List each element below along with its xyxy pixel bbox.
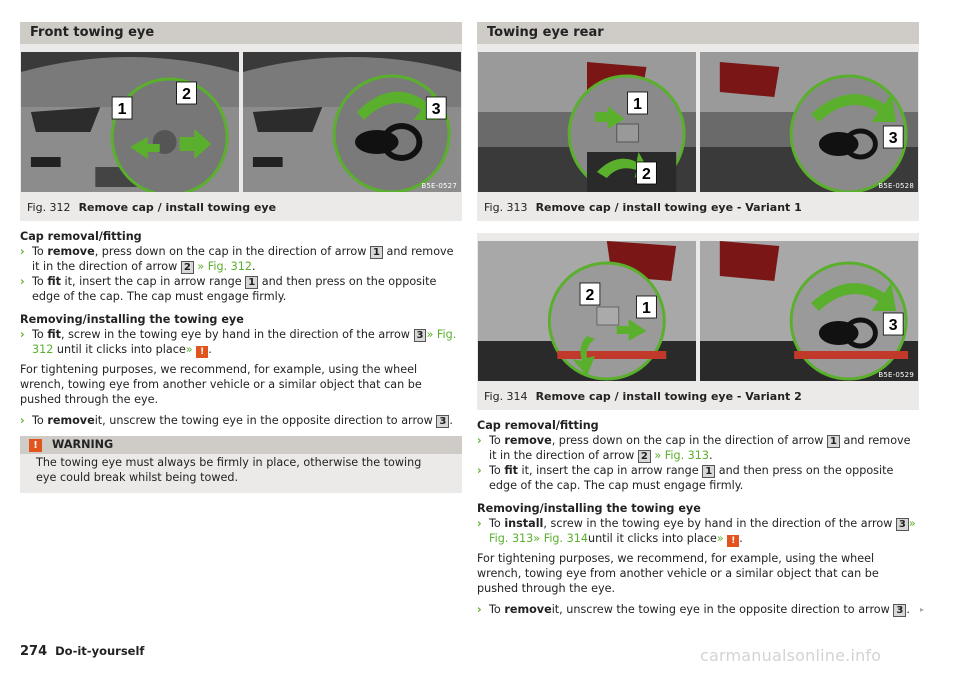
figure-number: Fig. 313 bbox=[484, 201, 528, 214]
callout-2: 2 bbox=[642, 165, 651, 184]
callout-1: 1 bbox=[117, 100, 127, 119]
left-body-text bbox=[20, 229, 462, 428]
rear-v1-cap-removal-image bbox=[478, 52, 696, 192]
rear-v2-cap-removal-image bbox=[478, 241, 696, 381]
eye-heading: Removing/installing the towing eye bbox=[20, 313, 244, 326]
figure-312 bbox=[20, 44, 462, 221]
warning-header bbox=[20, 436, 462, 454]
step-remove-eye: › To removeit, unscrew the towing eye in the opposite direction to arrow 3 . bbox=[20, 414, 453, 427]
figure-code: B5E-0528 bbox=[878, 182, 914, 190]
warning-title: WARNING bbox=[52, 438, 114, 451]
figure-title: Remove cap / install towing eye - Variant 1 bbox=[535, 201, 802, 214]
callout-1: 1 bbox=[642, 299, 651, 318]
figure-314 bbox=[477, 233, 919, 410]
warning-icon[interactable]: ! bbox=[727, 535, 739, 547]
figure-313 bbox=[477, 44, 919, 221]
step-install-eye: › To install, screw in the towing eye by hand in the direction of the arrow 3 » Fig. 313» Fig. 314until it clicks into place» ! . bbox=[477, 517, 916, 546]
key-3: 3 bbox=[414, 329, 427, 342]
page-number: 274 bbox=[20, 644, 48, 659]
key-1: 1 bbox=[702, 465, 715, 478]
key-1: 1 bbox=[370, 246, 383, 259]
key-2: 2 bbox=[638, 450, 651, 463]
front-cap-removal-image bbox=[21, 52, 239, 192]
figure-code: B5E-0529 bbox=[878, 371, 914, 379]
rear-v1-towing-eye-image bbox=[700, 52, 918, 192]
callout-2: 2 bbox=[182, 85, 191, 104]
fig-ref-link[interactable]: » Fig. 313» Fig. 314 bbox=[489, 517, 916, 545]
watermark: carmanualsonline.info bbox=[700, 646, 882, 665]
figure-title: Remove cap / install towing eye bbox=[78, 201, 277, 214]
fig-ref-link[interactable]: » Fig. 312 bbox=[193, 260, 253, 273]
step-fit-eye: › To fit, screw in the towing eye by hand in the direction of the arrow 3 » Fig. 312 until it clicks into place» ! . bbox=[20, 328, 457, 357]
rear-v2-towing-eye-image bbox=[700, 241, 918, 381]
tightening-note: For tightening purposes, we recommend, for example, using the wheel wrench, towing eye from another vehicle or a similar object that can be pushed through the eye. bbox=[477, 552, 879, 595]
chapter-label: Do-it-yourself bbox=[55, 644, 145, 658]
warning-icon: ! bbox=[29, 439, 42, 452]
front-towing-eye-install-image bbox=[243, 52, 461, 192]
left-column bbox=[20, 22, 462, 493]
step-remove-cap: › To remove, press down on the cap in the direction of arrow 1 and remove it in the direction of arrow 2 » Fig. 312. bbox=[20, 245, 454, 273]
right-body-text bbox=[477, 418, 919, 617]
page-footer bbox=[20, 644, 144, 659]
step-fit-cap: › To fit it, insert the cap in arrow range 1 and then press on the opposite edge of the cap. The cap must engage firmly. bbox=[477, 464, 894, 492]
warning-ref-link[interactable]: » bbox=[716, 532, 728, 545]
figure-title: Remove cap / install towing eye - Variant 2 bbox=[535, 390, 802, 403]
figure-caption bbox=[20, 192, 462, 221]
right-column bbox=[477, 22, 919, 617]
section-title-front-towing-eye: Front towing eye bbox=[20, 22, 462, 44]
bullet-arrow: › bbox=[20, 328, 25, 341]
key-3: 3 bbox=[893, 604, 906, 617]
bullet-arrow: › bbox=[20, 414, 25, 427]
fig-ref-link[interactable]: » Fig. 313 bbox=[650, 449, 710, 462]
callout-3: 3 bbox=[431, 100, 441, 119]
step-remove-cap: › To remove, press down on the cap in the direction of arrow 1 and remove it in the direction of arrow 2 » Fig. 313. bbox=[477, 434, 911, 462]
callout-1: 1 bbox=[633, 95, 642, 114]
step-remove-eye: › To removeit, unscrew the towing eye in the opposite direction to arrow 3 . bbox=[477, 603, 910, 616]
tightening-note: For tightening purposes, we recommend, for example, using the wheel wrench, towing eye from another vehicle or a similar object that can be pushed through the eye. bbox=[20, 363, 422, 406]
bullet-arrow: › bbox=[20, 245, 25, 258]
figure-caption bbox=[477, 192, 919, 221]
figure-caption bbox=[477, 381, 919, 410]
callout-2: 2 bbox=[585, 286, 595, 305]
eye-heading: Removing/installing the towing eye bbox=[477, 502, 701, 515]
warning-box bbox=[20, 436, 462, 493]
cap-heading: Cap removal/fitting bbox=[20, 230, 142, 243]
key-3: 3 bbox=[436, 415, 449, 428]
key-2: 2 bbox=[181, 261, 194, 274]
figure-number: Fig. 312 bbox=[27, 201, 71, 214]
bullet-arrow: › bbox=[20, 275, 25, 288]
bullet-arrow: › bbox=[477, 603, 482, 616]
bullet-arrow: › bbox=[477, 434, 482, 447]
key-1: 1 bbox=[827, 435, 840, 448]
fig-ref-link[interactable]: » Fig. 312 bbox=[32, 328, 457, 356]
bullet-arrow: › bbox=[477, 464, 482, 477]
bullet-arrow: › bbox=[477, 517, 482, 530]
callout-3: 3 bbox=[888, 316, 898, 335]
section-title-towing-eye-rear: Towing eye rear bbox=[477, 22, 919, 44]
callout-3: 3 bbox=[888, 129, 898, 148]
warning-icon[interactable]: ! bbox=[196, 346, 208, 358]
key-1: 1 bbox=[245, 276, 258, 289]
warning-ref-link[interactable]: » bbox=[185, 343, 197, 356]
figure-code: B5E-0527 bbox=[421, 182, 457, 190]
key-3: 3 bbox=[896, 518, 909, 531]
warning-text: The towing eye must always be firmly in place, otherwise the towing eye could break whilst being towed. bbox=[20, 454, 462, 493]
figure-number: Fig. 314 bbox=[484, 390, 528, 403]
continue-arrow-icon: ▸ bbox=[920, 605, 925, 614]
step-fit-cap: › To fit it, insert the cap in arrow range 1 and then press on the opposite edge of the cap. The cap must engage firmly. bbox=[20, 275, 437, 303]
cap-heading: Cap removal/fitting bbox=[477, 419, 599, 432]
